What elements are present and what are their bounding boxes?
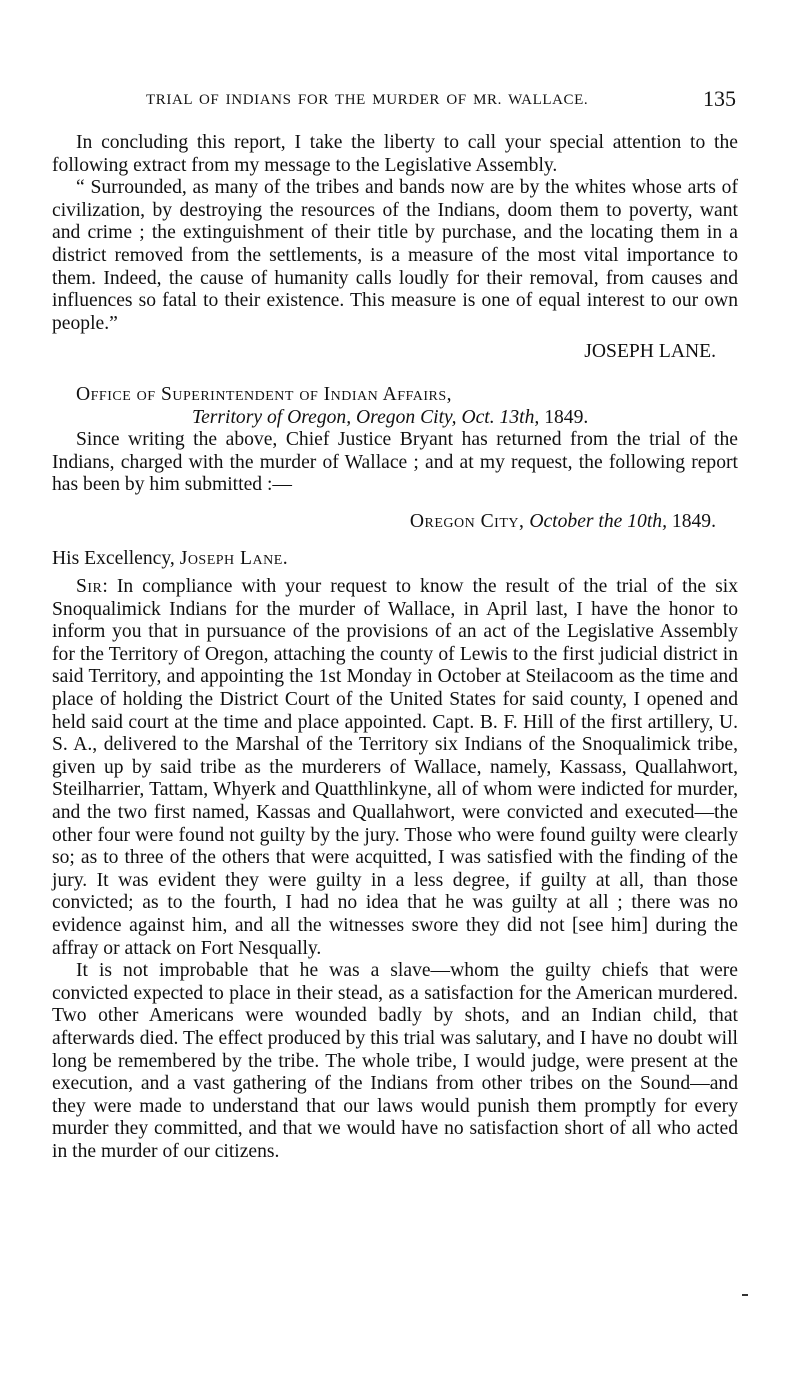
paragraph-report-conclusion: In concluding this report, I take the liberty to call your special attention to the following extract from my message to the Legislative Assembly. bbox=[52, 132, 738, 176]
office-heading bbox=[52, 384, 738, 407]
addressee-prefix: His Excellency, bbox=[52, 547, 175, 569]
letter-trial-text: : In compliance with your request to know the result of the trial of the six Snoqualimick Indians for the murder of Wallace, in April last, I have the honor to inform you that in pursuance of the provisions of an act of the Legislative Assembly for the Territory of Oregon, attaching the county of Lewis to the first judicial district in said Territory, and appointing the 1st Monday in October at Steilacoom as the time and place of holding the District Court of the United States for said county, I opened and held said court at the time and place appointed. Capt. B. F. Hill of the first artillery, U. S. A., delivered to the Marshal of the Territory six Indians of the Snoqualimick tribe, given up by said tribe as the murderers of Wallace, namely, Kassass, Quallahwort, Steilharrier, Tattam, Whyerk and Quatthlinkyne, all of whom were indicted for murder, and the two first named, Kassas and Quallahwort, were convicted and executed—the other four were found not guilty by the jury. Those who were found guilty were clearly so; as to three of the others that were acquitted, I was satisfied with the finding of the jury. It was evident they were guilty in a less degree, if guilty at all, than those convicted; as to the fourth, I had no idea that he was guilty at all ; there was no evidence against him, and all the witnesses swore they did not [see him] during the affray or attack on Fort Nesqually. bbox=[52, 576, 738, 959]
paragraph-message-quote: “ Surrounded, as many of the tribes and bands now are by the whites whose arts of civilization, by destroying the resources of the Indians, doom them to poverty, want and crime ; the extinguishment of their title by purchase, and the locating them in a district removed from the settlements, is a measure of the most vital importance to them. Indeed, the cause of humanity calls loudly for their removal, from causes and influences so fatal to their existence. This measure is one of equal interest to our own people.” bbox=[52, 177, 738, 334]
office-territory: Territory of Oregon, bbox=[192, 406, 352, 428]
paragraph-letter-trial bbox=[52, 576, 738, 960]
stray-print-mark bbox=[742, 1294, 748, 1296]
office-title: Office of Superintendent of Indian Affairs, bbox=[76, 383, 453, 405]
dateline-date: October the 10th, bbox=[529, 510, 667, 532]
letter-addressee bbox=[52, 548, 738, 571]
office-city: Oregon City, bbox=[356, 406, 457, 428]
paragraph-letter-slave: It is not improbable that he was a slave—whom the guilty chiefs that were convicted expected to place in their stead, as a satisfaction for the American murdered. Two other Americans were wounded badly by shots, and an Indian child, that afterwards died. The effect produced by this trial was salutary, and I have no doubt will long be remembered by the tribe. The whole tribe, I would judge, were present at the execution, and a vast gathering of the Indians from other tribes on the Sound—and they were made to understand that our laws would punish them promptly for every murder they committed, and that we would have no satisfaction short of all who acted in the murder of our citizens. bbox=[52, 960, 738, 1162]
running-title: TRIAL OF INDIANS FOR THE MURDER OF MR. WALLACE. bbox=[146, 92, 589, 108]
paragraph-since-writing: Since writing the above, Chief Justice Bryant has returned from the trial of the Indians, charged with the murder of Wallace ; and at my request, the following report has been by him submitted :— bbox=[52, 429, 738, 496]
addressee-name: Joseph Lane. bbox=[179, 547, 289, 569]
office-year: 1849. bbox=[544, 406, 589, 428]
dateline-place: Oregon City, bbox=[409, 510, 525, 532]
office-date: Oct. 13th, bbox=[461, 406, 540, 428]
office-location-line bbox=[52, 407, 738, 430]
page-body bbox=[52, 132, 738, 1164]
letter-salutation: Sir bbox=[76, 576, 103, 598]
signature-joseph-lane: JOSEPH LANE. bbox=[584, 341, 716, 363]
letter-dateline bbox=[52, 511, 738, 534]
page-number: 135 bbox=[703, 86, 736, 111]
dateline-year: 1849. bbox=[671, 510, 716, 532]
page-header bbox=[146, 86, 736, 116]
